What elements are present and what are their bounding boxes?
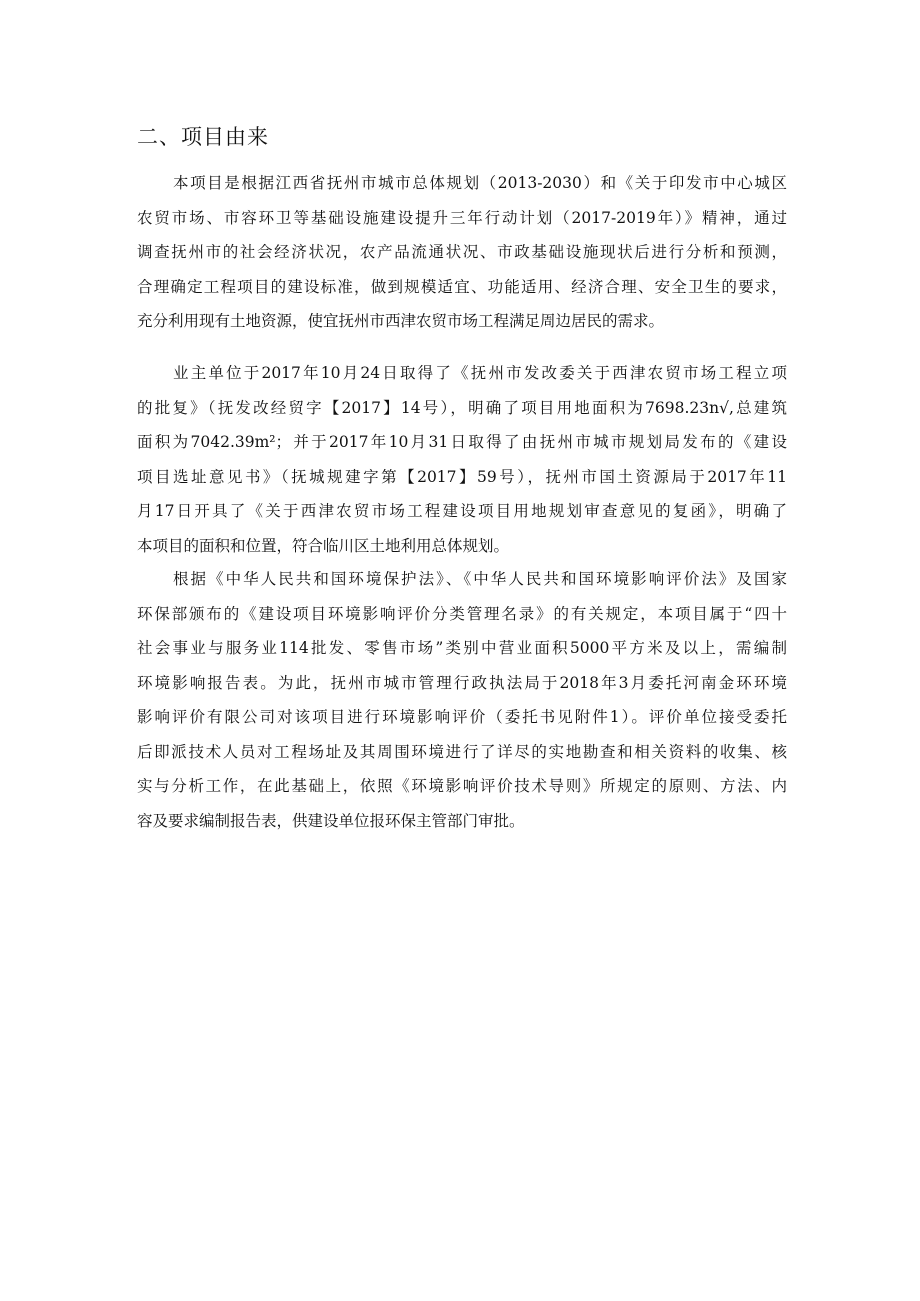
paragraph-line: 面积为7042.39m²；并于2017年10月31日取得了由抚州市城市规划局发布的《建设 (137, 433, 787, 451)
paragraph-line: 后即派技术人员对工程场址及其周围环境进行了详尽的实地勘查和相关资料的收集、核 (137, 742, 787, 761)
paragraph-line: 容及要求编制报告表，供建设单位报环保主管部门审批。 (137, 811, 525, 830)
paragraph-eia-requirement (137, 562, 787, 838)
paragraph-line: 业主单位于2017年10月24日取得了《抚州市发改委关于西津农贸市场工程立项 (173, 364, 787, 382)
paragraph-line: 环境影响报告表。为此，抚州市城市管理行政执法局于2018年3月委托河南金环环境 (137, 673, 787, 692)
paragraph-line: 月17日开具了《关于西津农贸市场工程建设项目用地规划审查意见的复函》，明确了 (137, 502, 787, 520)
paragraph-line: 本项目的面积和位置，符合临川区土地利用总体规划。 (137, 536, 510, 555)
section-heading: 二、项目由来 (137, 125, 269, 149)
paragraph-line: 合理确定工程项目的建设标准，做到规模适宜、功能适用、经济合理、安全卫生的要求， (137, 277, 787, 296)
paragraph-approvals (137, 356, 787, 563)
paragraph-project-basis (137, 166, 787, 339)
paragraph-line: 调查抚州市的社会经济状况，农产品流通状况、市政基础设施现状后进行分析和预测， (137, 243, 787, 261)
paragraph-line: 的批复》（抚发改经贸字【2017】14号），明确了项目用地面积为7698.23n√,总建筑 (137, 398, 787, 417)
paragraph-line: 环保部颁布的《建设项目环境影响评价分类管理名录》的有关规定，本项目属于“四十 (137, 604, 787, 623)
paragraph-line: 项目选址意见书》（抚城规建字第【2017】59号），抚州市国土资源局于2017年11 (137, 467, 787, 486)
paragraph-line: 充分利用现有土地资源，使宜抚州市西津农贸市场工程满足周边居民的需求。 (137, 312, 665, 330)
paragraph-line: 影响评价有限公司对该项目进行环境影响评价（委托书见附件1）。评价单位接受委托 (137, 708, 787, 726)
paragraph-line: 本项目是根据江西省抚州市城市总体规划（2013-2030）和《关于印发市中心城区 (173, 174, 787, 192)
paragraph-line: 农贸市场、市容环卫等基础设施建设提升三年行动计划（2017-2019年）》精神，通过 (137, 208, 787, 227)
paragraph-line: 根据《中华人民共和国环境保护法》、《中华人民共和国环境影响评价法》及国家 (173, 570, 787, 588)
paragraph-line: 社会事业与服务业114批发、零售市场”类别中营业面积5000平方米及以上，需编制 (137, 639, 787, 657)
paragraph-line: 实与分析工作，在此基础上，依照《环境影响评价技术导则》所规定的原则、方法、内 (137, 777, 787, 795)
